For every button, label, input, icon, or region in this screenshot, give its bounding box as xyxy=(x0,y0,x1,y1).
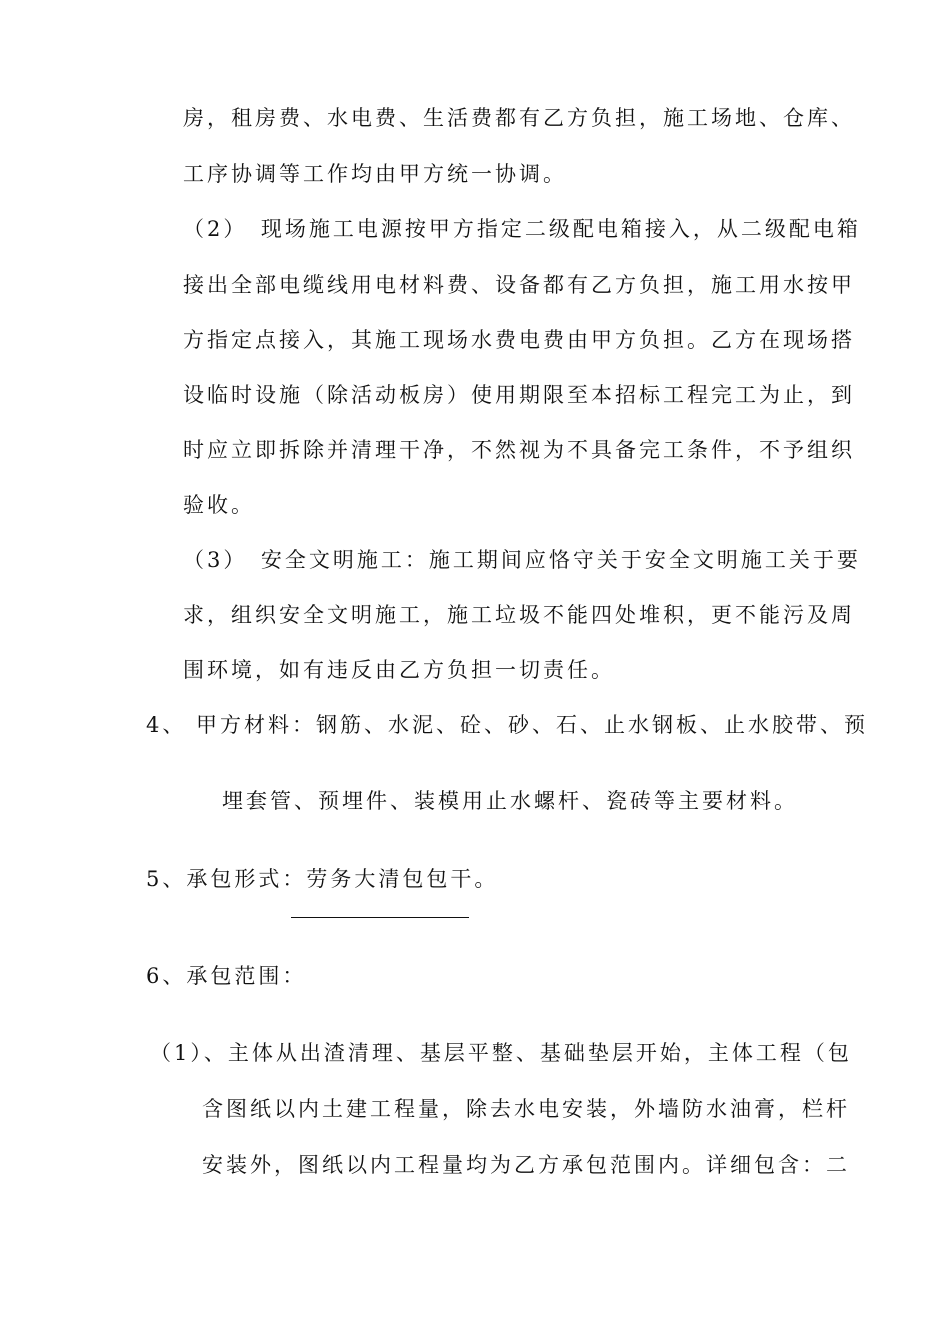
text-line: （2） 现场施工电源按甲方指定二级配电箱接入，从二级配电箱 xyxy=(183,217,861,241)
text-line: 4、 甲方材料：钢筋、水泥、砼、砂、石、止水钢板、止水胶带、预 xyxy=(146,713,869,737)
text-line: 安装外，图纸以内工程量均为乙方承包范围内。详细包含：二 xyxy=(202,1153,850,1177)
text-line: （1）、主体从出渣清理、基层平整、基础垫层开始，主体工程（包 xyxy=(150,1041,852,1065)
underline-rule xyxy=(291,917,469,918)
text-line: 工序协调等工作均由甲方统一协调。 xyxy=(183,162,567,186)
text-line: 房，租房费、水电费、生活费都有乙方负担，施工场地、仓库、 xyxy=(183,106,855,130)
text-line: 埋套管、预埋件、装模用止水螺杆、瓷砖等主要材料。 xyxy=(222,789,798,813)
text-line: 接出全部电缆线用电材料费、设备都有乙方负担，施工用水按甲 xyxy=(183,273,855,297)
text-line: 验收。 xyxy=(183,493,255,517)
text-line: 求，组织安全文明施工，施工垃圾不能四处堆积，更不能污及周 xyxy=(183,603,855,627)
text-line: 6、承包范围： xyxy=(146,964,307,988)
text-line: 5、承包形式：劳务大清包包干。 xyxy=(146,867,499,891)
text-line: 围环境，如有违反由乙方负担一切责任。 xyxy=(183,658,615,682)
text-line: 设临时设施（除活动板房）使用期限至本招标工程完工为止，到 xyxy=(183,383,855,407)
text-line: 方指定点接入，其施工现场水费电费由甲方负担。乙方在现场搭 xyxy=(183,328,855,352)
text-line: 含图纸以内土建工程量，除去水电安装，外墙防水油膏，栏杆 xyxy=(202,1097,850,1121)
text-line: 时应立即拆除并清理干净，不然视为不具备完工条件，不予组织 xyxy=(183,438,855,462)
text-line: （3） 安全文明施工：施工期间应恪守关于安全文明施工关于要 xyxy=(183,548,861,572)
